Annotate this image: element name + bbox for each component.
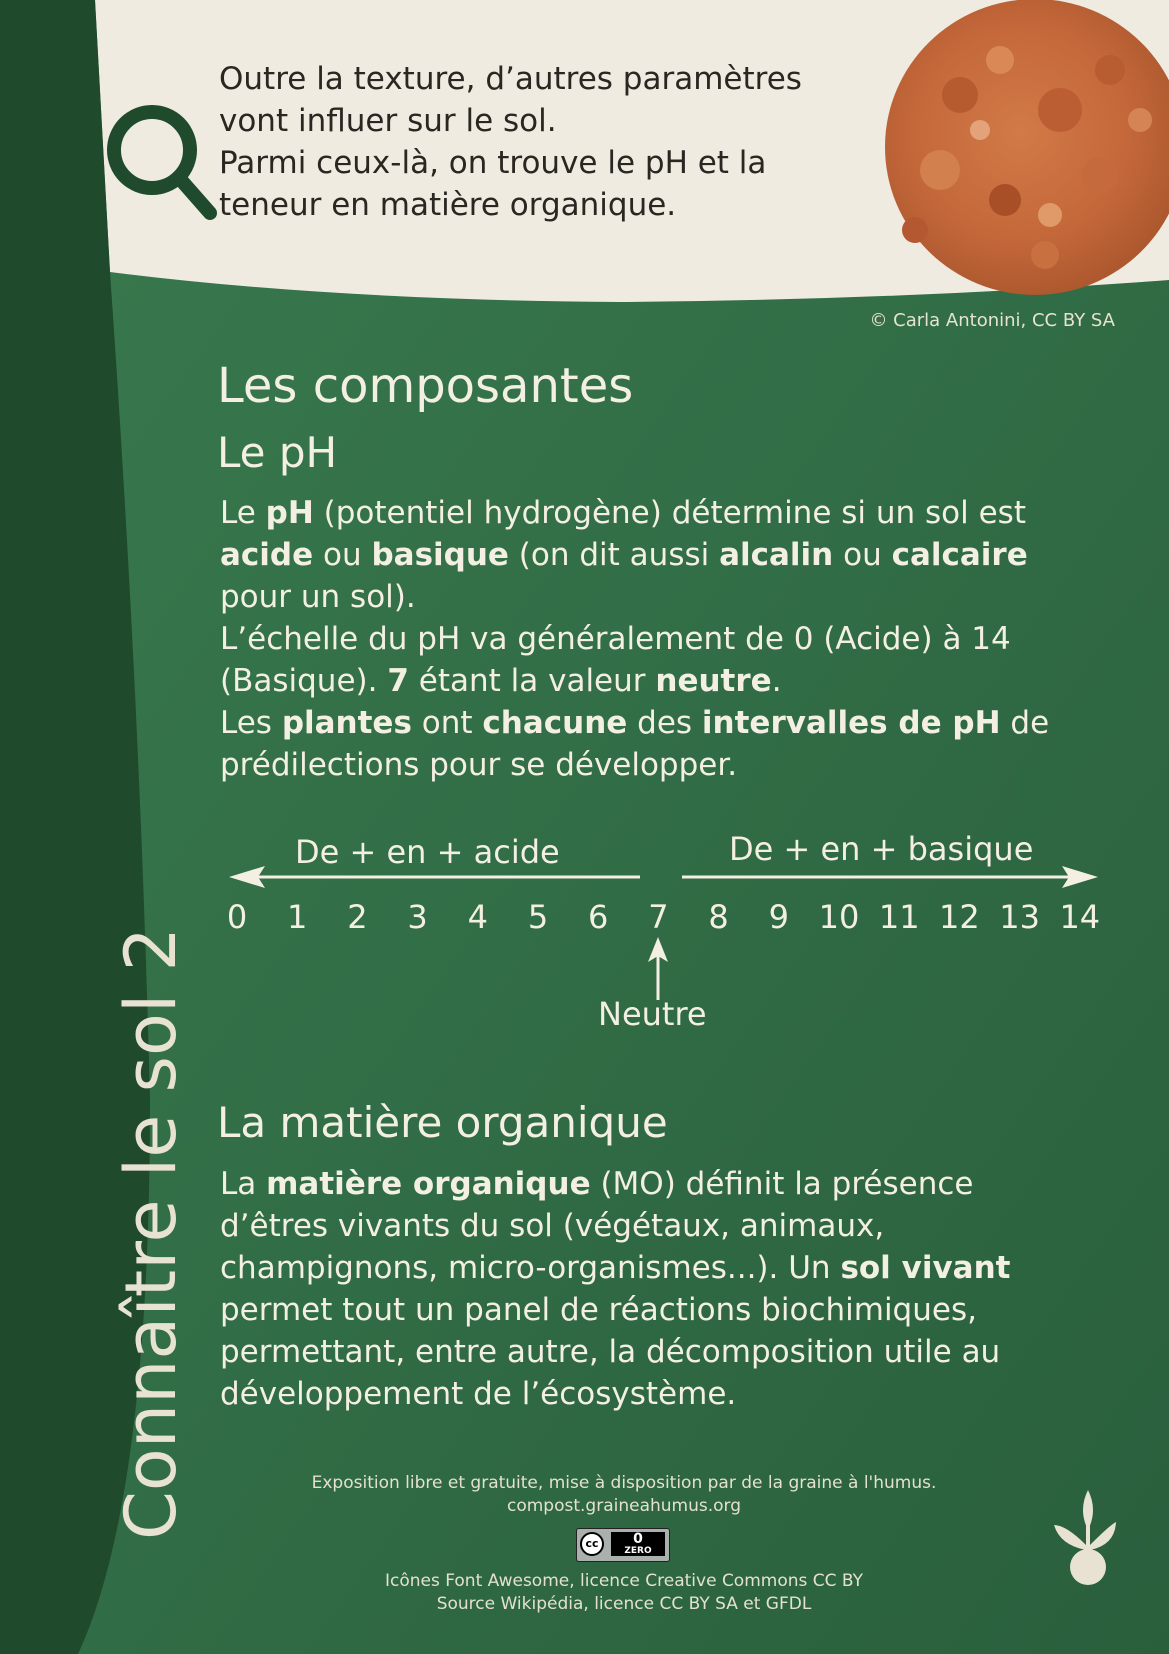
ph-value-2: 2 — [347, 898, 368, 936]
mo-line: permettant, entre autre, la décomposition utile au — [220, 1334, 1001, 1370]
section-title: Les composantes — [217, 358, 634, 414]
photo-credit: © Carla Antonini, CC BY SA — [869, 310, 1115, 331]
ph-line: Les plantes ont chacune des intervalles de pH de — [220, 705, 1050, 741]
ph-value-12: 12 — [939, 898, 980, 936]
mo-line: développement de l’écosystème. — [220, 1376, 737, 1412]
footer-url[interactable]: compost.graineahumus.org — [506, 1496, 742, 1516]
intro-line: vont influer sur le sol. — [219, 103, 557, 139]
cc-icon: cc — [580, 1532, 604, 1556]
ph-value-11: 11 — [878, 898, 920, 936]
zero-icon: 0 ZERO — [611, 1532, 665, 1556]
intro-line: teneur en matière organique. — [219, 187, 677, 223]
mo-line: d’êtres vivants du sol (végétaux, animaux, — [220, 1208, 885, 1244]
ph-value-3: 3 — [407, 898, 428, 936]
intro-line: Outre la texture, d’autres paramètres — [219, 61, 802, 97]
acid-label: De + en + acide — [295, 833, 560, 871]
footer-exposition: Exposition libre et gratuite, mise à disposition par de la graine à l'humus. — [311, 1473, 937, 1493]
side-title: Connaître le sol 2 — [110, 926, 192, 1540]
ph-value-7: 7 — [648, 898, 669, 936]
ph-value-4: 4 — [467, 898, 488, 936]
ph-paragraph — [220, 492, 1140, 786]
footer-source-license: Source Wikipédia, licence CC BY SA et GFDL — [436, 1594, 812, 1614]
ph-line: pour un sol). — [220, 579, 416, 615]
ph-value-1: 1 — [287, 898, 308, 936]
basic-label: De + en + basique — [729, 830, 1034, 868]
mo-line: champignons, micro-organismes...). Un sol vivant — [220, 1250, 1011, 1286]
intro-text — [219, 58, 859, 226]
footer-icons-license: Icônes Font Awesome, licence Creative Commons CC BY — [384, 1571, 864, 1591]
ph-line: prédilections pour se développer. — [220, 747, 738, 783]
neutral-label: Neutre — [598, 995, 707, 1033]
ph-value-9: 9 — [768, 898, 789, 936]
ph-value-0: 0 — [226, 898, 248, 936]
mo-title: La matière organique — [217, 1098, 668, 1147]
ph-value-13: 13 — [999, 898, 1040, 936]
ph-title: Le pH — [217, 428, 338, 477]
ph-line: Le pH (potentiel hydrogène) détermine si un sol est — [220, 495, 1026, 531]
mo-line: permet tout un panel de réactions biochimiques, — [220, 1292, 977, 1328]
ph-value-8: 8 — [708, 898, 729, 936]
ph-value-5: 5 — [527, 898, 549, 936]
ph-line: L’échelle du pH va généralement de 0 (Acide) à 14 — [220, 621, 1011, 657]
ph-value-14: 14 — [1059, 898, 1101, 936]
ph-value-10: 10 — [818, 898, 860, 936]
ph-value-6: 6 — [588, 898, 609, 936]
intro-line: Parmi ceux-là, on trouve le pH et la — [219, 145, 767, 181]
cc-zero-badge[interactable] — [576, 1528, 670, 1562]
mo-paragraph — [220, 1163, 1140, 1415]
ph-line: (Basique). 7 étant la valeur neutre. — [220, 663, 782, 699]
ph-line: acide ou basique (on dit aussi alcalin ou calcaire — [220, 537, 1028, 573]
mo-line: La matière organique (MO) définit la présence — [220, 1166, 974, 1202]
